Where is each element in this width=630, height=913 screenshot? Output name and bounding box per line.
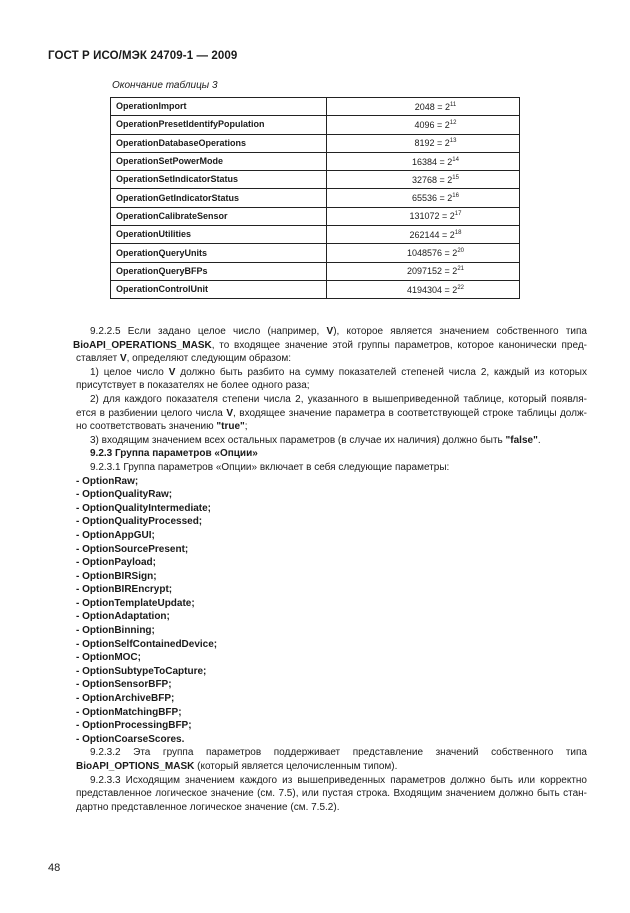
table-caption: Окончание таблицы 3 — [112, 80, 218, 91]
option-item: - OptionBIREncrypt; — [76, 584, 173, 596]
option-item: - OptionQualityIntermediate; — [76, 502, 212, 514]
operation-name: OperationControlUnit — [111, 280, 327, 298]
para-9225-line3: ставляет V, определяют следующим образом: — [76, 353, 291, 365]
para-9233-line3: дартно представленное логическое значение (см. 7.5.2). — [76, 801, 340, 813]
option-item: - OptionRaw; — [76, 475, 139, 487]
table-row — [111, 226, 520, 244]
operation-value: $16384 = 2^{14}$ — [327, 152, 520, 170]
body-text — [73, 325, 587, 814]
option-item: - OptionSelfContainedDevice; — [76, 638, 218, 650]
option-item: - OptionBIRSign; — [76, 570, 157, 582]
operation-name: OperationQueryBFPs — [111, 262, 327, 280]
operation-value: $32768 = 2^{15}$ — [327, 171, 520, 189]
option-item: - OptionQualityProcessed; — [76, 516, 203, 528]
para-9232-line1: 9.2.3.2 Эта группа параметров поддерживает представление значений собственного типа — [90, 747, 587, 759]
options-list — [76, 475, 587, 747]
para-9233-line1: 9.2.3.3 Исходящим значением каждого из вышеприведенных параметров должно быть или корректно — [90, 774, 587, 786]
operation-value: $2097152 = 2^{21}$ — [327, 262, 520, 280]
para-9232-line2: BioAPI_OPTIONS_MASK (который является целочисленным типом). — [76, 761, 398, 772]
table-row — [111, 244, 520, 262]
table-row — [111, 189, 520, 207]
option-item: - OptionAppGUI; — [76, 529, 155, 541]
operation-name: OperationSetPowerMode — [111, 152, 327, 170]
option-item: - OptionSensorBFP; — [76, 679, 172, 691]
option-item: - OptionSubtypeToCapture; — [76, 665, 207, 677]
option-item: - OptionMatchingBFP; — [76, 706, 182, 718]
operation-value: $131072 = 2^{17}$ — [327, 207, 520, 225]
operation-name: OperationSetIndicatorStatus — [111, 171, 327, 189]
table-row — [111, 262, 520, 280]
para-9231: 9.2.3.1 Группа параметров «Опции» включает в себя следующие параметры: — [90, 461, 450, 473]
para-9225-line2: BioAPI_OPERATIONS_MASK, то входящее значение этой группы параметров, которое канонически пред- — [73, 339, 587, 351]
item-2-line1: 2) для каждого показателя степени числа 2, указанного в вышеприведенной таблице, который появля- — [90, 393, 587, 405]
operation-value: $4096 = 2^{12}$ — [327, 116, 520, 134]
option-item: - OptionAdaptation; — [76, 611, 170, 623]
option-item: - OptionPayload; — [76, 557, 156, 569]
operation-name: OperationQueryUnits — [111, 244, 327, 262]
table-row — [111, 98, 520, 116]
operation-name: OperationCalibrateSensor — [111, 207, 327, 225]
operation-value: $262144 = 2^{18}$ — [327, 226, 520, 244]
item-2-line2: ется в разбиении целого числа V, входящее значение параметра в соответствующей строке таблицы долж- — [76, 407, 587, 419]
option-item: - OptionMOC; — [76, 652, 141, 664]
operation-value: $4194304 = 2^{22}$ — [327, 280, 520, 298]
section-heading-923: 9.2.3 Группа параметров «Опции» — [90, 448, 258, 460]
operation-value: $65536 = 2^{16}$ — [327, 189, 520, 207]
operation-value: $2048 = 2^{11}$ — [327, 98, 520, 116]
option-item: - OptionArchiveBFP; — [76, 693, 175, 705]
operation-name: OperationDatabaseOperations — [111, 134, 327, 152]
option-item: - OptionSourcePresent; — [76, 543, 189, 555]
option-item: - OptionQualityRaw; — [76, 489, 173, 501]
option-item: - OptionProcessingBFP; — [76, 720, 192, 732]
option-item: - OptionBinning; — [76, 625, 155, 637]
item-2-line3: но соответствовать значению "true"; — [76, 421, 248, 433]
document-header: ГОСТ Р ИСО/МЭК 24709-1 — 2009 — [48, 50, 238, 62]
para-9225-line1: 9.2.2.5 Если задано целое число (например, V), которое является значением собственного типа — [90, 326, 587, 337]
item-1-line2: присутствует в показателях не более одного раза; — [76, 380, 310, 392]
item-3: 3) входящим значением всех остальных параметров (в случае их наличия) должно быть "false". — [90, 434, 541, 446]
operation-name: OperationUtilities — [111, 226, 327, 244]
operation-name: OperationPresetIdentifyPopulation — [111, 116, 327, 134]
operation-name: OperationGetIndicatorStatus — [111, 189, 327, 207]
para-9233-line2: представленное логическое значение (см. 7.5), или пустая строка. Входящим значением должно быть стан- — [76, 788, 587, 800]
table-row — [111, 116, 520, 134]
option-item: - OptionTemplateUpdate; — [76, 597, 195, 609]
item-1-line1: 1) целое число V должно быть разбито на сумму показателей степеней числа 2, каждый из которых — [90, 366, 587, 378]
operation-value: $1048576 = 2^{20}$ — [327, 244, 520, 262]
table-row — [111, 280, 520, 298]
table-row — [111, 134, 520, 152]
page-number: 48 — [48, 862, 61, 874]
table-row — [111, 207, 520, 225]
table-row — [111, 171, 520, 189]
operations-table — [110, 97, 520, 299]
table-row — [111, 152, 520, 170]
option-item: - OptionCoarseScores. — [76, 733, 185, 745]
operation-value: $8192 = 2^{13}$ — [327, 134, 520, 152]
operation-name: OperationImport — [111, 98, 327, 116]
